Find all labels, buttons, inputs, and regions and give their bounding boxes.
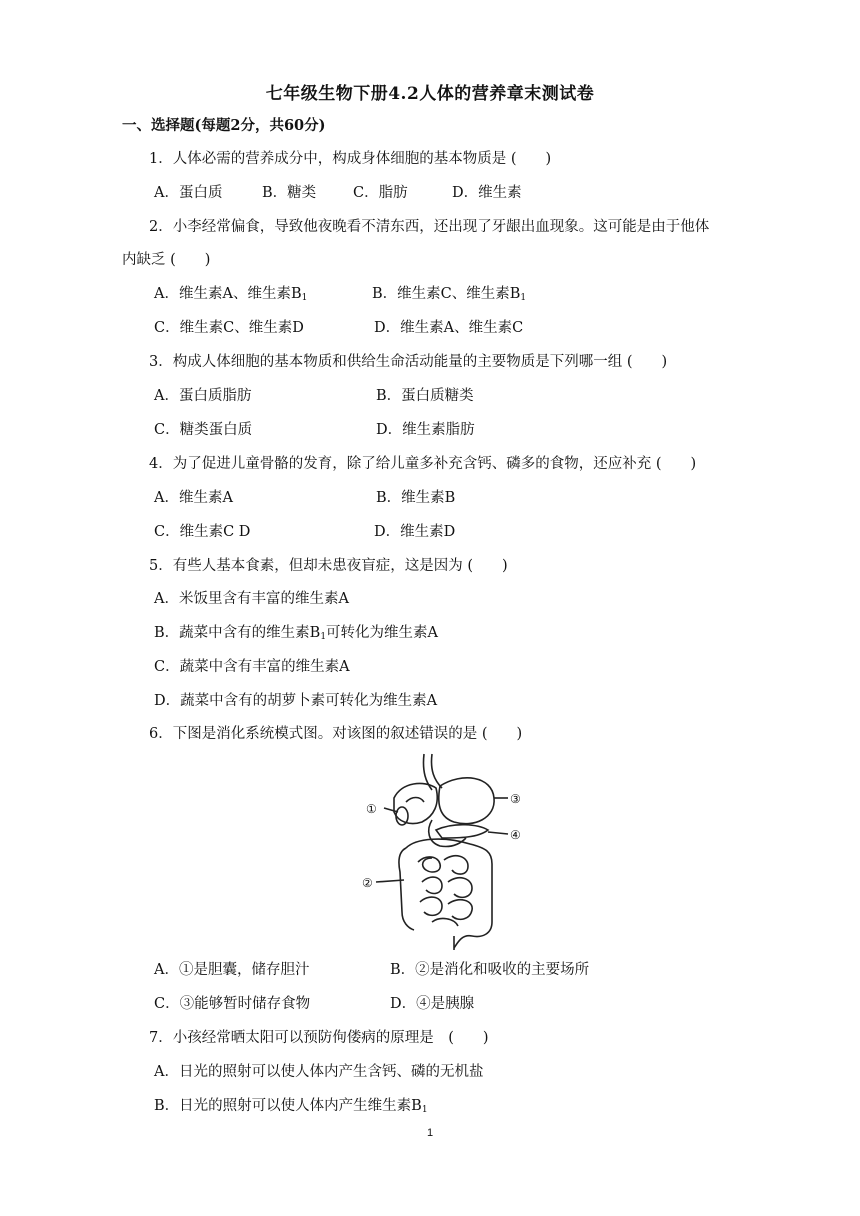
label-3: ③: [510, 792, 521, 806]
question-1-stem: 1．人体必需的营养成分中，构成身体细胞的基本物质是 ( ): [149, 151, 552, 167]
page-title: 七年级生物下册4.2人体的营养章末测试卷: [265, 84, 595, 104]
q5-option-a: A．米饭里含有丰富的维生素A: [154, 591, 349, 607]
q4-option-c: C．维生素C D: [154, 524, 251, 540]
question-3-stem: 3．构成人体细胞的基本物质和供给生命活动能量的主要物质是下列哪一组 ( ): [149, 354, 668, 370]
q3-option-a: A．蛋白质脂肪: [154, 388, 252, 404]
q7-option-b: B．日光的照射可以使人体内产生维生素$B_1$: [154, 1098, 428, 1115]
q1-option-a: A．蛋白质: [154, 185, 223, 201]
q5-option-d: D．蔬菜中含有的胡萝卜素可转化为维生素A: [154, 693, 438, 709]
q6-option-d: D．④是胰腺: [390, 996, 475, 1012]
question-7-stem: 7．小孩经常晒太阳可以预防佝偻病的原理是 ( ): [149, 1030, 489, 1046]
q4-option-d: D．维生素D: [374, 524, 456, 540]
q7-option-a: A．日光的照射可以使人体内产生含钙、磷的无机盐: [154, 1064, 484, 1080]
label-1: ①: [366, 802, 377, 816]
q2-option-c: C．维生素C、维生素D: [154, 320, 304, 336]
q4-option-a: A．维生素A: [154, 490, 233, 506]
question-5-stem: 5．有些人基本食素，但却未患夜盲症，这是因为 ( ): [149, 558, 508, 574]
q1-option-c: C．脂肪: [353, 185, 408, 201]
question-2-stem-line1: 2．小李经常偏食，导致他夜晚看不清东西，还出现了牙龈出血现象。这可能是由于他体: [149, 219, 710, 235]
section-heading: 一、选择题(每题2分，共60分): [122, 117, 326, 134]
q6-option-b: B．②是消化和吸收的主要场所: [390, 962, 590, 978]
q3-option-c: C．糖类蛋白质: [154, 422, 253, 438]
question-2-stem-line2: 内缺乏 ( ): [122, 252, 211, 268]
question-4-stem: 4．为了促进儿童骨骼的发育，除了给儿童多补充含钙、磷多的食物，还应补充 ( ): [149, 456, 697, 472]
page-number: 1: [426, 1127, 434, 1139]
q5-option-c: C．蔬菜中含有丰富的维生素A: [154, 659, 350, 675]
q5-option-b: B．蔬菜中含有的维生素$B_1$可转化为维生素A: [154, 625, 439, 642]
q3-option-b: B．蛋白质糖类: [376, 388, 474, 404]
q1-option-b: B．糖类: [262, 185, 317, 201]
digestive-system-diagram: [362, 752, 532, 950]
q1-option-d: D．维生素: [452, 185, 522, 201]
q2-option-d: D．维生素A、维生素C: [374, 320, 524, 336]
label-4: ④: [510, 828, 521, 842]
q4-option-b: B．维生素B: [376, 490, 456, 506]
q6-option-c: C．③能够暂时储存食物: [154, 996, 311, 1012]
q2-option-b: B．维生素C、维生素$B_1$: [372, 286, 527, 303]
q6-option-a: A．①是胆囊，储存胆汁: [154, 962, 310, 978]
q2-option-a: A．维生素A、维生素$B_1$: [154, 286, 308, 303]
question-6-stem: 6．下图是消化系统模式图。对该图的叙述错误的是 ( ): [149, 726, 523, 742]
label-2: ②: [362, 876, 373, 890]
q3-option-d: D．维生素脂肪: [376, 422, 475, 438]
